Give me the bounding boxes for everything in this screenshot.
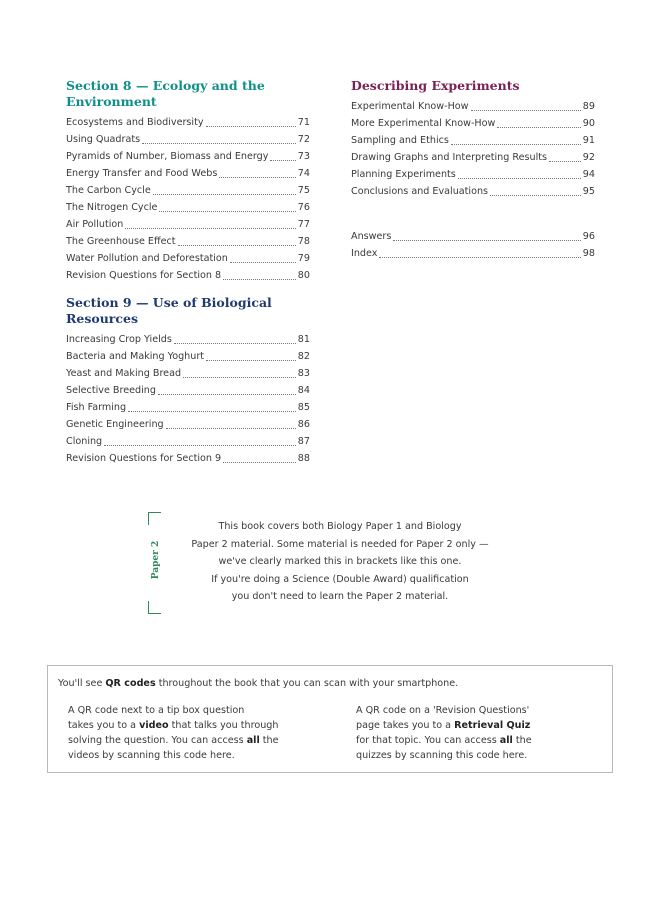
- bracket-top: [148, 512, 161, 525]
- dot-leader: [471, 109, 581, 111]
- toc-entry-title: Air Pollution: [66, 219, 124, 230]
- qr-right-line: [356, 733, 576, 748]
- toc-entry: [351, 183, 595, 200]
- toc-entry-title: Experimental Know-How: [351, 101, 469, 112]
- toc-entry-page: 76: [297, 202, 310, 213]
- toc-entry: [351, 166, 595, 183]
- toc-entry-page: 86: [297, 419, 310, 430]
- dot-leader: [153, 193, 296, 195]
- qr-left-bold: video: [139, 720, 169, 731]
- section-8: [66, 78, 310, 284]
- toc-entry-title: Planning Experiments: [351, 169, 456, 180]
- toc-entry-title: Bacteria and Making Yoghurt: [66, 351, 205, 362]
- toc-entry-title: The Greenhouse Effect: [66, 236, 176, 247]
- toc-entry: [351, 245, 595, 262]
- toc-entry-page: 75: [297, 185, 310, 196]
- toc-entry: [351, 98, 595, 115]
- toc-entry: [66, 450, 310, 467]
- dot-leader: [125, 227, 295, 229]
- dot-leader: [393, 239, 580, 241]
- qr-right-line: A QR code on a 'Revision Questions': [356, 705, 530, 716]
- dot-leader: [379, 256, 580, 258]
- dot-leader: [166, 427, 296, 429]
- toc-entry-page: 78: [297, 236, 310, 247]
- dot-leader: [223, 278, 296, 280]
- toc-entry-title: Revision Questions for Section 8: [66, 270, 222, 281]
- toc-entry-title: Water Pollution and Deforestation: [66, 253, 228, 264]
- toc-entry-title: Index: [351, 248, 378, 259]
- toc-entry-page: 88: [297, 453, 310, 464]
- note-line: If you're doing a Science (Double Award) qualification: [211, 573, 469, 585]
- qr-right-text: page takes you to a: [356, 720, 455, 731]
- toc-entry: [66, 433, 310, 450]
- toc-entry: [66, 348, 310, 365]
- section-9-title: Section 9 — Use of Biological Resources: [66, 295, 272, 326]
- dot-leader: [451, 143, 581, 145]
- toc-entry-page: 96: [582, 231, 595, 242]
- toc-entry: [66, 233, 310, 250]
- toc-entry-title: Cloning: [66, 436, 103, 447]
- toc-entry-page: 77: [297, 219, 310, 230]
- toc-entry: [351, 228, 595, 245]
- toc-entry-page: 94: [582, 169, 595, 180]
- dot-leader: [497, 126, 580, 128]
- dot-leader: [183, 376, 296, 378]
- toc-entry-title: Energy Transfer and Food Webs: [66, 168, 218, 179]
- qr-left-line: [68, 733, 288, 748]
- toc-entry-title: Drawing Graphs and Interpreting Results: [351, 152, 548, 163]
- bracket-bottom: [148, 601, 161, 614]
- qr-left-text: the: [259, 735, 279, 746]
- section-9-list: [66, 331, 310, 467]
- experiments-section: [351, 78, 595, 200]
- note-line: you don't need to learn the Paper 2 material.: [231, 591, 449, 602]
- toc-entry: [66, 199, 310, 216]
- toc-entry-page: 72: [297, 134, 310, 145]
- toc-entry-page: 95: [582, 186, 595, 197]
- qr-left-line: A QR code next to a tip box question: [68, 705, 245, 716]
- paper-2-note: [180, 518, 500, 606]
- toc-entry: [351, 115, 595, 132]
- qr-code-info-box: [47, 665, 613, 773]
- dot-leader: [223, 461, 296, 463]
- section-9: [66, 295, 310, 467]
- dot-leader: [159, 210, 295, 212]
- toc-entry-title: Yeast and Making Bread: [66, 368, 182, 379]
- experiments-title: Describing Experiments: [351, 78, 520, 93]
- qr-right-line: quizzes by scanning this code here.: [356, 750, 528, 761]
- qr-right-bold: Retrieval Quiz: [454, 720, 531, 731]
- dot-leader: [219, 176, 295, 178]
- toc-entry-page: 79: [297, 253, 310, 264]
- toc-entry: [66, 382, 310, 399]
- section-8-list: [66, 114, 310, 284]
- dot-leader: [158, 393, 296, 395]
- toc-entry-page: 98: [582, 248, 595, 259]
- dot-leader: [490, 194, 581, 196]
- paper-2-label: Paper 2: [151, 540, 161, 580]
- toc-entry: [66, 131, 310, 148]
- toc-entry: [66, 182, 310, 199]
- qr-intro-text: throughout the book that you can scan with your smartphone.: [155, 678, 459, 689]
- dot-leader: [270, 159, 295, 161]
- qr-right-bold: all: [499, 735, 513, 746]
- note-line: we've clearly marked this in brackets like this one.: [218, 556, 462, 567]
- note-line: This book covers both Biology Paper 1 and Biology: [218, 521, 462, 532]
- qr-right-text: for that topic. You can access: [356, 735, 500, 746]
- toc-entry: [66, 331, 310, 348]
- toc-entry: [66, 148, 310, 165]
- toc-entry: [66, 416, 310, 433]
- toc-entry-page: 71: [297, 117, 310, 128]
- toc-entry-title: Genetic Engineering: [66, 419, 164, 430]
- qr-quiz-info: [356, 703, 576, 763]
- dot-leader: [178, 244, 296, 246]
- toc-entry-title: Sampling and Ethics: [351, 135, 449, 146]
- section-8-title: Section 8 — Ecology and the Environment: [66, 78, 265, 109]
- qr-intro-bold: QR codes: [105, 678, 156, 689]
- toc-entry-title: Selective Breeding: [66, 385, 156, 396]
- toc-entry-title: Revision Questions for Section 9: [66, 453, 222, 464]
- dot-leader: [458, 177, 581, 179]
- qr-intro: [58, 676, 458, 691]
- toc-entry-title: The Nitrogen Cycle: [66, 202, 158, 213]
- toc-entry-page: 85: [297, 402, 310, 413]
- toc-entry: [351, 132, 595, 149]
- dot-leader: [206, 125, 296, 127]
- dot-leader: [142, 142, 296, 144]
- toc-entry-title: Ecosystems and Biodiversity: [66, 117, 204, 128]
- toc-entry-page: 73: [297, 151, 310, 162]
- dot-leader: [549, 160, 581, 162]
- toc-entry-page: 83: [297, 368, 310, 379]
- toc-entry-title: Using Quadrats: [66, 134, 141, 145]
- toc-entry: [66, 365, 310, 382]
- dot-leader: [174, 342, 296, 344]
- toc-entry-page: 92: [582, 152, 595, 163]
- qr-right-line: [356, 718, 576, 733]
- back-matter-list: [351, 228, 595, 262]
- toc-entry-page: 84: [297, 385, 310, 396]
- toc-entry: [66, 216, 310, 233]
- toc-entry-page: 74: [297, 168, 310, 179]
- qr-left-text: takes you to a: [68, 720, 140, 731]
- toc-entry: [66, 250, 310, 267]
- toc-entry-title: Fish Farming: [66, 402, 127, 413]
- back-matter: [351, 228, 595, 262]
- toc-entry-page: 89: [582, 101, 595, 112]
- toc-entry-title: More Experimental Know-How: [351, 118, 496, 129]
- toc-entry-title: The Carbon Cycle: [66, 185, 151, 196]
- toc-entry-title: Increasing Crop Yields: [66, 334, 172, 345]
- dot-leader: [128, 410, 296, 412]
- toc-entry-page: 82: [297, 351, 310, 362]
- qr-intro-text: You'll see: [58, 678, 106, 689]
- paper-2-bracket: [148, 512, 170, 614]
- toc-entry: [351, 149, 595, 166]
- experiments-list: [351, 98, 595, 200]
- dot-leader: [206, 359, 296, 361]
- qr-left-bold: all: [246, 735, 260, 746]
- toc-entry-page: 81: [297, 334, 310, 345]
- toc-entry-title: Pyramids of Number, Biomass and Energy: [66, 151, 269, 162]
- toc-entry: [66, 267, 310, 284]
- toc-entry-page: 80: [297, 270, 310, 281]
- toc-entry-page: 87: [297, 436, 310, 447]
- note-line: Paper 2 material. Some material is needed for Paper 2 only —: [191, 538, 489, 550]
- toc-entry: [66, 399, 310, 416]
- toc-entry-title: Conclusions and Evaluations: [351, 186, 489, 197]
- qr-right-text: the: [512, 735, 532, 746]
- toc-entry-title: Answers: [351, 231, 392, 242]
- toc-entry: [66, 165, 310, 182]
- qr-video-info: [68, 703, 288, 763]
- qr-left-line: videos by scanning this code here.: [68, 750, 235, 761]
- dot-leader: [230, 261, 296, 263]
- toc-entry: [66, 114, 310, 131]
- dot-leader: [104, 444, 296, 446]
- toc-entry-page: 90: [582, 118, 595, 129]
- qr-left-text: solving the question. You can access: [68, 735, 247, 746]
- toc-entry-page: 91: [582, 135, 595, 146]
- qr-left-line: [68, 718, 288, 733]
- qr-left-text: that talks you through: [168, 720, 279, 731]
